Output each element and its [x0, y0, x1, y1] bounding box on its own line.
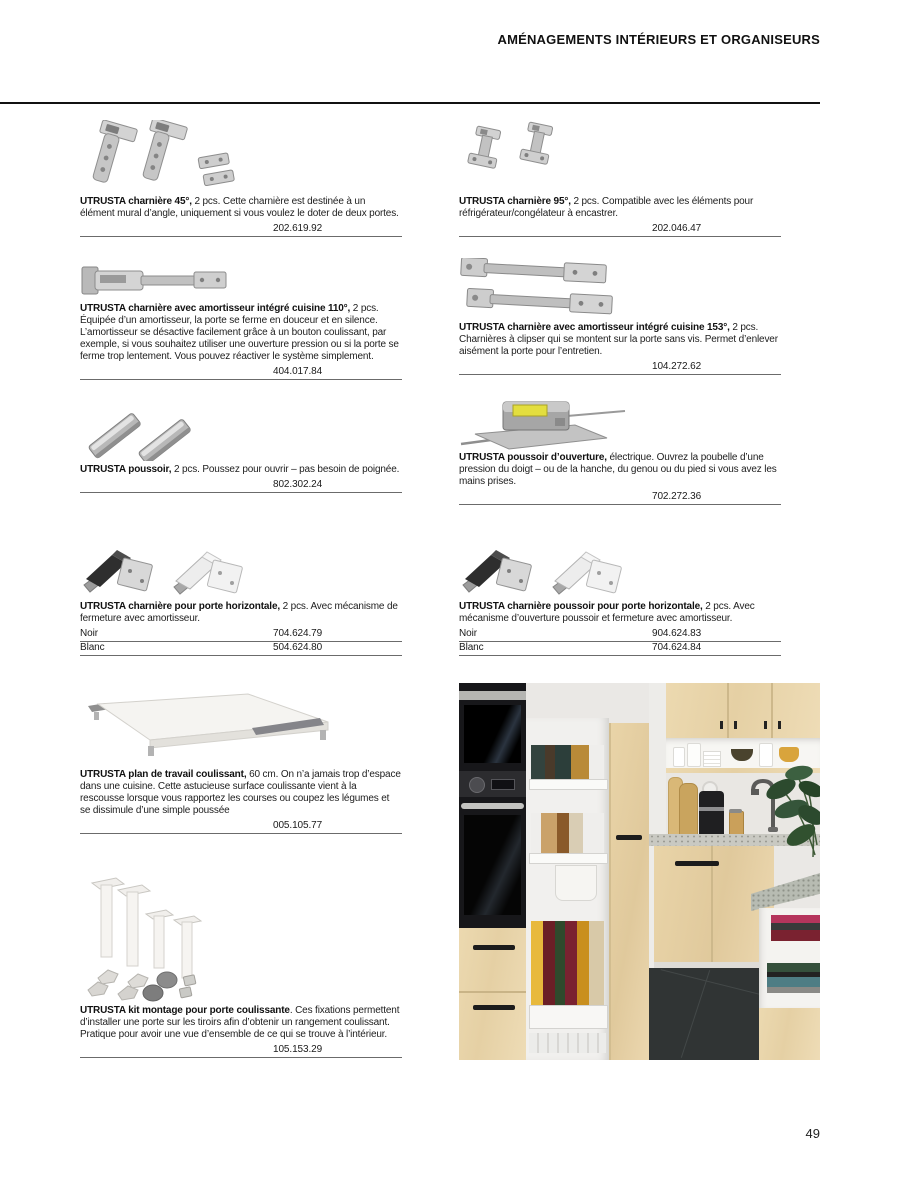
- article-number: 904.624.83: [652, 628, 702, 639]
- product-name: UTRUSTA charnière 95°,: [459, 196, 571, 207]
- price-row: [459, 223, 781, 237]
- shelf-mug-2: [687, 743, 701, 767]
- article-number: 504.624.80: [273, 642, 323, 653]
- product-text: 2 pcs. Équipée d’un amortisseur, la porte se ferme en douceur et en silence. L’amortisseur se désactive facilement grâce à un bouton coulissant, par exemple, si vous souhaitez utiliser une ouverture pression ou si la porte se ferme trop lentement. Vous pouvez réactiver le système simplement.: [80, 303, 399, 362]
- product-name: UTRUSTA charnière avec amortisseur intégré cuisine 153°,: [459, 322, 730, 333]
- product-description: [459, 196, 781, 220]
- price-row: [459, 628, 781, 642]
- shelf-plates: [703, 751, 721, 767]
- product-text: 60 cm. On n’a jamais trop d’espace dans une cuisine. Cette astucieuse surface coulissante vient à la rescousse lorsque vous rapportez les courses ou coupez les légumes et se dissimule d’une simple poussée: [80, 769, 401, 816]
- oven-knob: [469, 777, 485, 793]
- article-number: 202.046.47: [652, 223, 702, 234]
- product-kit-montage: [80, 876, 402, 1058]
- drawer-handle-1: [473, 945, 515, 950]
- price-row: [459, 642, 781, 656]
- base-cabinet-handle: [675, 861, 719, 866]
- price-row: [80, 223, 402, 237]
- product-charniere-45: [80, 120, 402, 237]
- cabinet-knob-4: [778, 721, 781, 729]
- price-variant-label: [80, 820, 273, 832]
- product-text: 2 pcs. Poussez pour ouvrir – pas besoin de poignée.: [171, 464, 400, 475]
- product-description: [80, 1005, 402, 1041]
- price-variant-label: [80, 479, 273, 491]
- article-number: 005.105.77: [273, 820, 323, 831]
- pantry-door-open: [609, 723, 654, 1060]
- coffee-maker-trim: [699, 807, 724, 811]
- price-table: [459, 628, 781, 656]
- kitchen-photo: [459, 683, 820, 1060]
- product-poussoir-ouverture: [459, 396, 781, 505]
- article-number: 404.017.84: [273, 366, 323, 377]
- product-image-charniere-153: [459, 258, 781, 322]
- push-opener-illustration: [80, 405, 280, 461]
- page-header-title: AMÉNAGEMENTS INTÉRIEURS ET ORGANISEURS: [497, 32, 820, 47]
- hinge-45-illustration: [80, 120, 280, 192]
- coffee-maker: [699, 791, 724, 834]
- product-description: [80, 769, 402, 817]
- article-number: 105.153.29: [273, 1044, 323, 1055]
- product-charniere-153: [459, 258, 781, 375]
- product-description: [459, 601, 781, 625]
- pantry-rail-2: [529, 853, 608, 864]
- product-text: 2 pcs. Compatible avec les éléments pour réfrigérateur/congélateur à encastrer.: [459, 196, 754, 219]
- price-variant-label: [80, 366, 273, 378]
- storage-jar: [729, 811, 744, 836]
- product-image-poussoir: [80, 405, 402, 464]
- article-number: 104.272.62: [652, 361, 702, 372]
- plant: [755, 745, 820, 860]
- cabinet-seam-2: [771, 683, 773, 738]
- product-text: 2 pcs. Avec mécanisme d’ouverture poussoir et fermeture avec amortisseur.: [459, 601, 755, 624]
- article-number: 702.272.36: [652, 491, 702, 502]
- hinge-95-illustration: [459, 120, 659, 184]
- product-charniere-110: [80, 262, 402, 380]
- oven-steel-trim: [459, 691, 526, 700]
- price-row: [80, 628, 402, 642]
- product-charniere-95: [459, 120, 781, 237]
- product-image-charniere-horizontale: [80, 545, 402, 601]
- price-variant-label: Blanc: [80, 642, 105, 653]
- shelf-mug-1: [673, 747, 685, 767]
- price-table: [459, 223, 781, 237]
- price-table: [80, 479, 402, 493]
- island-base: [759, 1008, 820, 1060]
- pantry-bin: [555, 865, 597, 901]
- oven-window: [464, 815, 521, 915]
- product-description: [459, 322, 781, 358]
- hinge-110-illustration: [80, 262, 280, 300]
- price-table: [459, 491, 781, 505]
- product-description: [80, 303, 402, 363]
- product-name: UTRUSTA plan de travail coulissant,: [80, 769, 247, 780]
- price-variant-label: [80, 1044, 273, 1056]
- upper-cabinets: [666, 683, 820, 738]
- jar-lid: [729, 809, 742, 813]
- product-text: . Ces fixations permettent d’installer une porte sur les tiroirs afin d’obtenir un rangement coulissant. Pratique pour avoir une vue d’ensemble de ce qui se trouve à l’intérieur.: [80, 1005, 400, 1040]
- cabinet-seam-1: [727, 683, 729, 738]
- price-table: [80, 366, 402, 380]
- price-table: [80, 820, 402, 834]
- island-books-top: [771, 915, 820, 941]
- header-rule: [0, 102, 820, 104]
- price-row: [459, 361, 781, 375]
- product-name: UTRUSTA charnière avec amortisseur intégré cuisine 110°,: [80, 303, 351, 314]
- product-name: UTRUSTA charnière pour porte horizontale,: [80, 601, 280, 612]
- pantry-rail-1: [529, 779, 608, 790]
- price-variant-label: [459, 361, 652, 373]
- mounting-kit-illustration: [86, 876, 216, 1002]
- product-charniere-horizontale: [80, 545, 402, 656]
- cabinet-knob-1: [720, 721, 723, 729]
- product-name: UTRUSTA charnière poussoir pour porte horizontale,: [459, 601, 703, 612]
- cutting-board-2: [679, 783, 698, 836]
- oven-display: [491, 779, 515, 790]
- drawer-seam: [459, 991, 526, 993]
- article-number: 802.302.24: [273, 479, 323, 490]
- pantry-items-top: [531, 745, 604, 779]
- price-variant-label: Noir: [80, 628, 98, 639]
- microwave-window: [464, 705, 521, 763]
- price-variant-label: [459, 223, 652, 235]
- price-row: [80, 479, 402, 493]
- product-plan-travail-coulissant: [80, 688, 402, 834]
- electric-opener-illustration: [459, 396, 659, 450]
- product-name: UTRUSTA charnière 45°,: [80, 196, 192, 207]
- product-image-charniere-95: [459, 120, 781, 196]
- product-name: UTRUSTA poussoir d’ouverture,: [459, 452, 607, 463]
- page-number: 49: [805, 1126, 820, 1141]
- price-table: [80, 1044, 402, 1058]
- price-row: [80, 820, 402, 834]
- cabinet-knob-3: [764, 721, 767, 729]
- hinge-153-illustration: [459, 258, 659, 320]
- product-text: 2 pcs. Charnières à clipser qui se montent sur la porte sans vis. Permet d’enlever aisément la porte pour l’entretien.: [459, 322, 778, 357]
- product-image-poussoir-ouverture: [459, 396, 781, 452]
- product-image-plan-travail: [80, 688, 402, 769]
- product-text: 2 pcs. Avec mécanisme de fermeture avec amortisseur.: [80, 601, 398, 624]
- pantry-door-handle: [616, 835, 642, 840]
- product-poussoir: [80, 405, 402, 493]
- article-number: 704.624.84: [652, 642, 702, 653]
- pantry-basket-front: [529, 1005, 608, 1029]
- product-image-kit-montage: [80, 876, 402, 1005]
- price-table: [459, 361, 781, 375]
- horizontal-door-push-hinge-illustration: [459, 545, 659, 597]
- product-description: [459, 452, 781, 488]
- product-image-charniere-poussoir-horizontale: [459, 545, 781, 601]
- price-row: [80, 366, 402, 380]
- price-variant-label: Noir: [459, 628, 477, 639]
- price-variant-label: [459, 491, 652, 503]
- oven-handle: [461, 803, 524, 809]
- product-description: [80, 601, 402, 625]
- product-charniere-poussoir-horizontale: [459, 545, 781, 656]
- product-name: UTRUSTA kit montage pour porte coulissante: [80, 1005, 290, 1016]
- product-description: [80, 464, 402, 476]
- pantry-bottles: [531, 921, 604, 1013]
- island-books-bottom: [767, 963, 820, 993]
- product-text: électrique. Ouvrez la poubelle d’une pression du doigt – ou de la hanche, du genou ou du pied si vous avez les mains prises.: [459, 452, 777, 487]
- pantry-basket-slats: [529, 1033, 606, 1053]
- pantry-items-mid: [531, 813, 604, 853]
- price-variant-label: [80, 223, 273, 235]
- price-row: [459, 491, 781, 505]
- product-description: [80, 196, 402, 220]
- sliding-worktop-illustration: [80, 688, 340, 766]
- product-image-charniere-45: [80, 120, 402, 196]
- product-name: UTRUSTA poussoir,: [80, 464, 172, 475]
- product-text: 2 pcs. Cette charnière est destinée à un élément mural d’angle, uniquement si vous voulez le doter de deux portes.: [80, 196, 399, 219]
- horizontal-door-hinge-illustration: [80, 545, 280, 597]
- price-table: [80, 628, 402, 656]
- price-row: [80, 1044, 402, 1058]
- article-number: 704.624.79: [273, 628, 323, 639]
- price-variant-label: Blanc: [459, 642, 484, 653]
- product-image-charniere-110: [80, 262, 402, 303]
- drawer-handle-2: [473, 1005, 515, 1010]
- price-row: [80, 642, 402, 656]
- article-number: 202.619.92: [273, 223, 323, 234]
- price-table: [80, 223, 402, 237]
- cabinet-knob-2: [734, 721, 737, 729]
